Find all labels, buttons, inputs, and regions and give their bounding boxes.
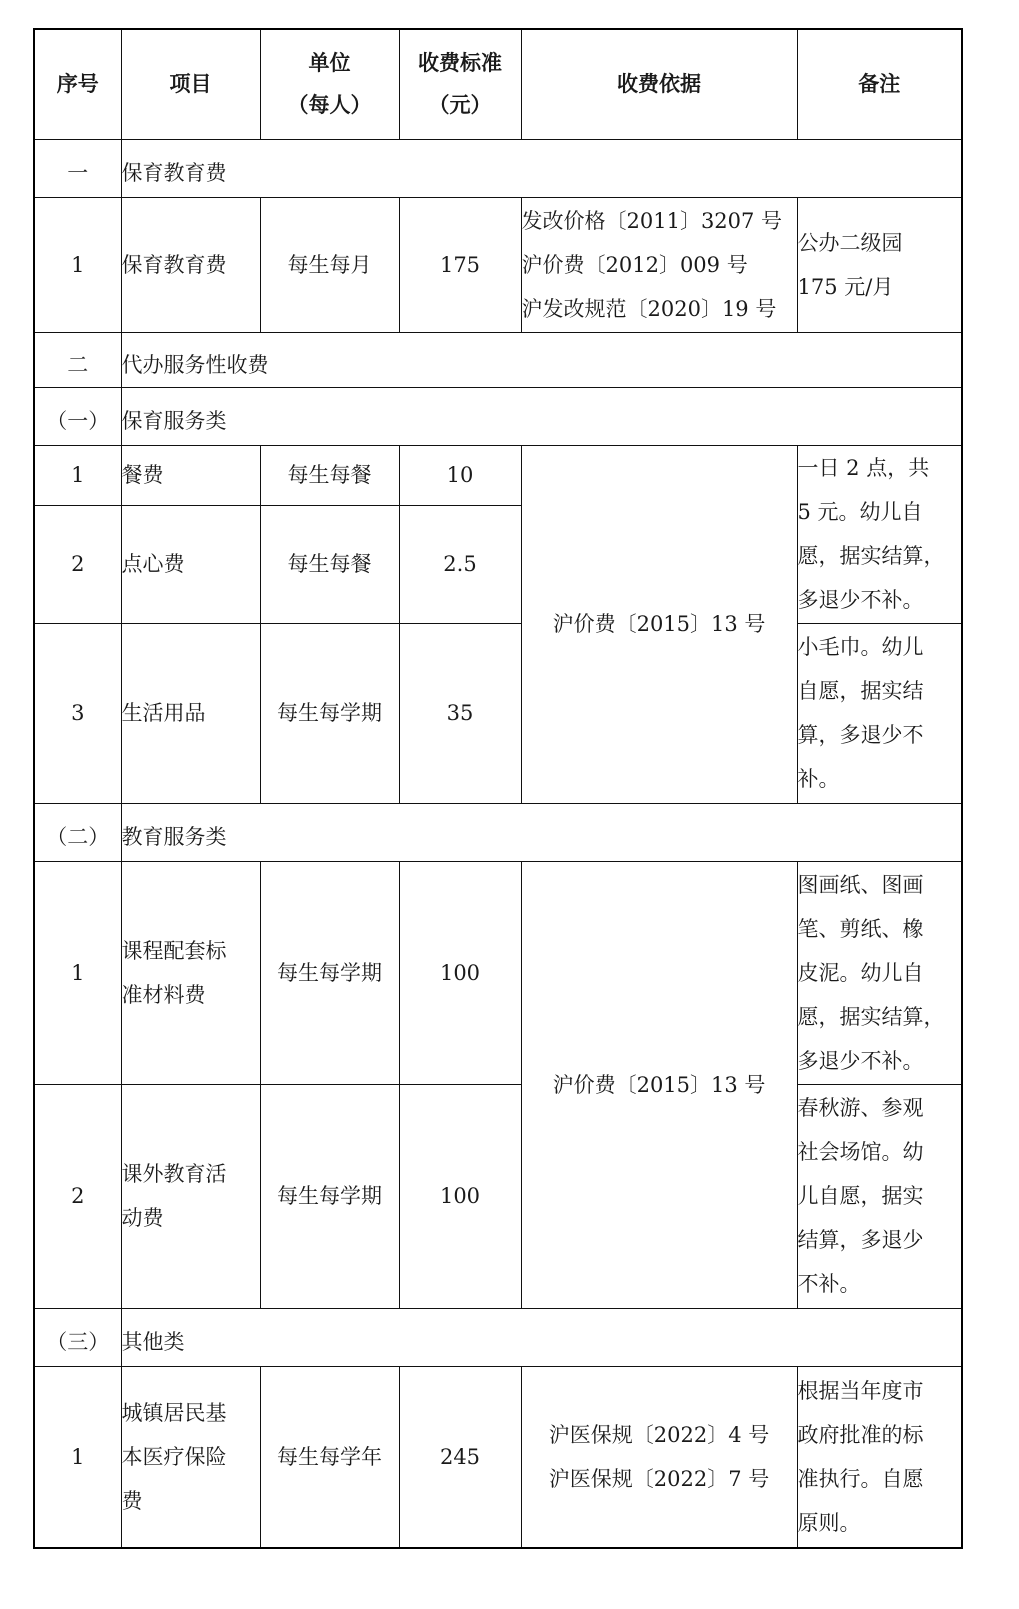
note-line: 多退少不补。	[797, 588, 924, 612]
note-line: 结算，多退少	[797, 1228, 924, 1252]
row-standard: 2.5	[399, 505, 521, 623]
note-line: 愿，据实结算，	[797, 544, 945, 568]
note-line: 算，多退少不	[797, 723, 924, 747]
subsection-number: （二）	[34, 803, 121, 861]
note-line: 5 元。幼儿自	[797, 500, 923, 524]
note-line: 多退少不补。	[797, 1048, 924, 1073]
basis-line: 沪医保规〔2022〕7 号	[548, 1466, 770, 1491]
row-seq: 2	[34, 1084, 121, 1308]
header-standard-line1: 收费标准	[418, 51, 502, 76]
row-seq: 1	[34, 197, 121, 332]
row-standard: 35	[399, 623, 521, 803]
row-item	[121, 1366, 260, 1548]
row-seq: 1	[34, 445, 121, 505]
header-unit-line2: （每人）	[287, 93, 372, 118]
item-line: 本医疗保险	[121, 1444, 227, 1469]
row-item: 保育教育费	[121, 197, 260, 332]
table-row	[34, 623, 962, 803]
note-line: 不补。	[797, 1272, 861, 1296]
note-line: 儿自愿，据实	[797, 1184, 924, 1208]
subsection-title: 保育服务类	[121, 387, 962, 445]
header-standard	[399, 29, 521, 139]
item-line: 课外教育活	[121, 1162, 227, 1186]
subsection-row	[34, 1308, 962, 1366]
section-row	[34, 332, 962, 387]
note-line: 准执行。自愿	[797, 1466, 924, 1491]
row-seq: 1	[34, 861, 121, 1084]
subsection-row	[34, 387, 962, 445]
note-line: 皮泥。幼儿自	[797, 960, 924, 985]
basis-line: 沪医保规〔2022〕4 号	[548, 1422, 770, 1447]
row-note	[797, 197, 962, 332]
item-line: 城镇居民基	[121, 1400, 227, 1425]
header-item: 项目	[121, 29, 260, 139]
note-line: 175 元/月	[797, 274, 894, 299]
row-unit: 每生每学期	[260, 623, 399, 803]
note-line: 公办二级园	[797, 230, 903, 255]
basis-line: 沪发改规范〔2020〕19 号	[521, 296, 777, 321]
row-seq: 3	[34, 623, 121, 803]
item-line: 费	[121, 1488, 143, 1513]
header-unit-line1: 单位	[308, 51, 351, 76]
row-standard: 245	[399, 1366, 521, 1548]
item-line: 课程配套标	[121, 938, 227, 963]
row-item	[121, 861, 260, 1084]
table-row	[34, 445, 962, 505]
row-basis	[521, 1366, 797, 1548]
row-seq: 1	[34, 1366, 121, 1548]
note-line: 根据当年度市	[797, 1378, 924, 1403]
row-unit: 每生每学期	[260, 1084, 399, 1308]
row-unit: 每生每餐	[260, 505, 399, 623]
subsection-number: （三）	[34, 1308, 121, 1366]
table-row	[34, 197, 962, 332]
subsection-number: （一）	[34, 387, 121, 445]
note-line: 补。	[797, 767, 840, 791]
basis-line: 沪价费〔2012〕009 号	[521, 252, 748, 277]
section-title: 代办服务性收费	[121, 332, 962, 387]
row-basis	[521, 197, 797, 332]
note-line: 春秋游、参观	[797, 1096, 924, 1120]
row-note	[797, 623, 962, 803]
row-unit: 每生每月	[260, 197, 399, 332]
row-note	[797, 1084, 962, 1308]
note-line: 政府批准的标	[797, 1422, 924, 1447]
row-item	[121, 1084, 260, 1308]
header-unit	[260, 29, 399, 139]
table-row	[34, 861, 962, 1084]
note-line: 图画纸、图画	[797, 872, 924, 897]
item-line: 准材料费	[121, 982, 206, 1007]
section-number: 二	[34, 332, 121, 387]
row-note	[797, 445, 962, 623]
fee-table	[33, 28, 963, 1549]
header-basis: 收费依据	[521, 29, 797, 139]
subsection-row	[34, 803, 962, 861]
item-line: 动费	[121, 1206, 164, 1230]
row-basis: 沪价费〔2015〕13 号	[521, 445, 797, 803]
row-note	[797, 861, 962, 1084]
row-basis: 沪价费〔2015〕13 号	[521, 861, 797, 1308]
row-seq: 2	[34, 505, 121, 623]
section-number: 一	[34, 139, 121, 197]
basis-line: 发改价格〔2011〕3207 号	[521, 208, 783, 233]
row-standard: 100	[399, 861, 521, 1084]
note-line: 原则。	[797, 1510, 861, 1535]
note-line: 自愿，据实结	[797, 679, 924, 703]
row-item: 点心费	[121, 505, 260, 623]
note-line: 社会场馆。幼	[797, 1140, 924, 1164]
row-standard: 10	[399, 445, 521, 505]
note-line: 愿，据实结算，	[797, 1004, 945, 1029]
row-note	[797, 1366, 962, 1548]
table-row	[34, 1084, 962, 1308]
row-unit: 每生每学年	[260, 1366, 399, 1548]
subsection-title: 教育服务类	[121, 803, 962, 861]
row-item: 餐费	[121, 445, 260, 505]
header-note: 备注	[797, 29, 962, 139]
header-standard-line2: （元）	[428, 93, 492, 118]
row-unit: 每生每学期	[260, 861, 399, 1084]
row-standard: 100	[399, 1084, 521, 1308]
note-line: 笔、剪纸、橡	[797, 916, 924, 941]
table-row	[34, 1366, 962, 1548]
note-line: 小毛巾。幼儿	[797, 635, 924, 659]
subsection-title: 其他类	[121, 1308, 962, 1366]
row-standard: 175	[399, 197, 521, 332]
row-unit: 每生每餐	[260, 445, 399, 505]
note-line: 一日 2 点，共	[797, 456, 930, 480]
header-seq: 序号	[34, 29, 121, 139]
section-row	[34, 139, 962, 197]
header-row	[34, 29, 962, 139]
row-item: 生活用品	[121, 623, 260, 803]
section-title: 保育教育费	[121, 139, 962, 197]
